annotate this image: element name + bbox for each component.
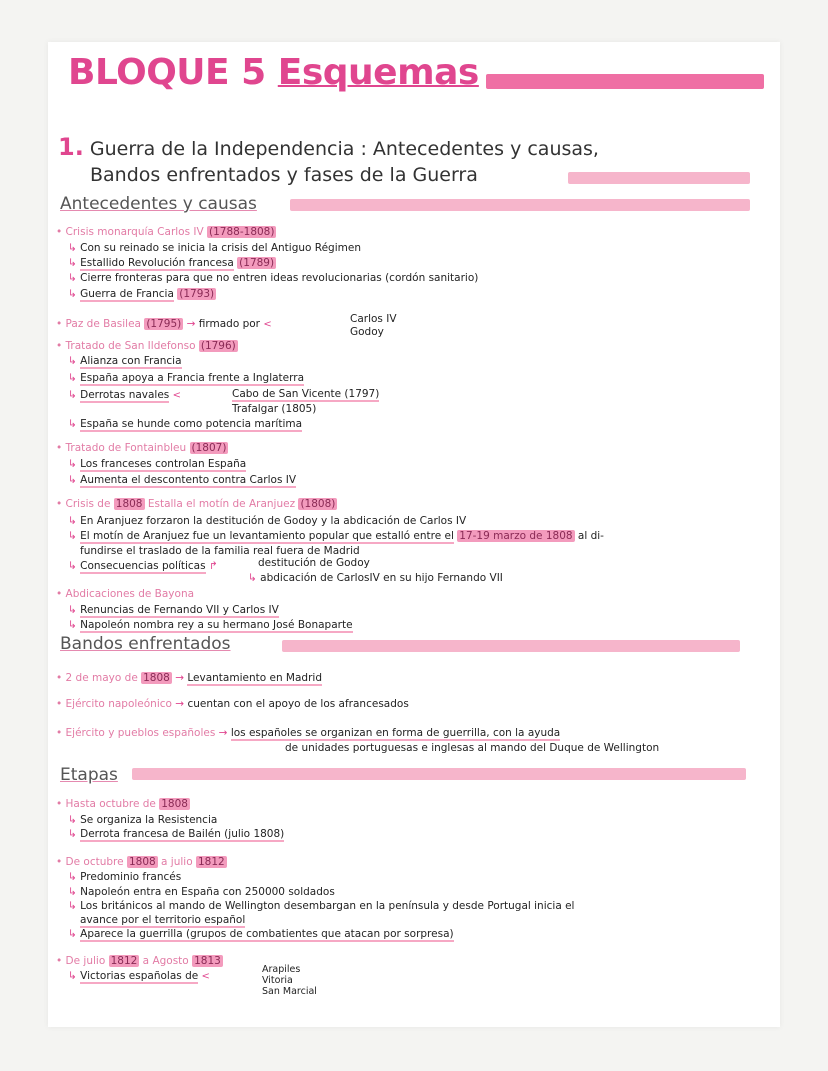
crisis1808-line-1: ↳ En Aranjuez forzaron la destitución de Godoy y la abdicación de Carlos IV [68,515,467,527]
section-etapas-heading: Etapas [60,765,118,785]
etapa3-item-1: ↳ Victorias españolas de < [68,970,210,982]
battle-2: Trafalgar (1805) [232,403,317,415]
crisis-item-3: ↳ Cierre fronteras para que no entren ideas revolucionarias (cordón sanitario) [68,272,479,284]
bayona-item-1: ↳ Renuncias de Fernando VII y Carlos IV [68,604,279,616]
basilea-signer-1: Carlos IV [350,313,397,325]
crisis1808-line-2: ↳ El motín de Aranjuez fue un levantamiento popular que estalló entre el 17-19 marzo de 1808 al di- [68,530,604,542]
crisis1808-line-3: fundirse el traslado de la familia real fuera de Madrid [80,545,360,557]
bando-3: • Ejército y pueblos españoles → los españoles se organizan en forma de guerrilla, con la ayuda [56,727,561,739]
crisis-item-4: ↳ Guerra de Francia (1793) [68,288,215,300]
topic-line-2 [90,164,478,186]
ildefonso-item-4: ↳ España se hunde como potencia marítima [68,418,303,430]
bando-2: • Ejército napoleónico → cuentan con el apoyo de los afrancesados [56,698,409,710]
victoria-3: San Marcial [262,986,317,997]
section-bandos-bar [282,640,740,652]
victoria-1: Arapiles [262,964,301,975]
crisis-item-1: ↳ Con su reinado se inicia la crisis del Antiguo Régimen [68,242,361,254]
crisis-1808: • Crisis de 1808 Estalla el motín de Aranjuez (1808) [56,498,336,510]
etapa1-item-1: ↳ Se organiza la Resistencia [68,814,218,826]
page-title [68,52,479,93]
bayona-item-2: ↳ Napoleón nombra rey a su hermano José Bonaparte [68,619,353,631]
etapa2-item-4: ↳ Aparece la guerrilla (grupos de combatientes que atacan por sorpresa) [68,928,454,940]
topic-title-1: Guerra de la Independencia : Antecedentes y causas, [89,138,599,160]
crisis-item-2: ↳ Estallido Revolución francesa (1789) [68,257,275,269]
basilea-signer-2: Godoy [350,326,384,338]
fontainbleu-item-1: ↳ Los franceses controlan España [68,458,247,470]
abdicaciones-bayona: • Abdicaciones de Bayona [56,588,195,600]
topic-number: 1. [58,133,84,161]
tratado-ildefonso: • Tratado de San Ildefonso (1796) [56,340,236,352]
topic-highlight-bar [568,172,750,184]
fontainbleu-item-2: ↳ Aumenta el descontento contra Carlos IV [68,474,297,486]
etapa2-item-1: ↳ Predominio francés [68,871,182,883]
victoria-2: Vitoria [262,975,293,986]
paz-basilea: • Paz de Basilea (1795) → firmado por < [56,318,272,330]
consecuencia-2: ↳ abdicación de CarlosIV en su hijo Fernando VII [248,572,503,584]
topic-line-1 [58,133,599,161]
etapa2-item-3: ↳ Los británicos al mando de Wellington desembargan en la península y desde Portugal inicia el [68,900,575,912]
section-antecedentes-bar [290,199,750,211]
etapa-3: • De julio 1812 a Agosto 1813 [56,955,221,967]
etapa2-item-3b: avance por el territorio español [80,914,246,926]
title-highlight-bar [486,74,764,89]
crisis1808-consecuencias: ↳ Consecuencias políticas ↱ [68,560,218,572]
section-bandos-heading: Bandos enfrentados [60,634,231,654]
ildefonso-item-1: ↳ Alianza con Francia [68,355,182,367]
title-bloque: BLOQUE 5 [68,52,266,93]
tratado-fontainbleu: • Tratado de Fontainbleu (1807) [56,442,227,454]
ildefonso-item-2: ↳ España apoya a Francia frente a Inglaterra [68,372,305,384]
etapa2-item-2: ↳ Napoleón entra en España con 250000 soldados [68,886,335,898]
battle-1: Cabo de San Vicente (1797) [232,388,380,400]
etapa1-item-2: ↳ Derrota francesa de Bailén (julio 1808) [68,828,285,840]
title-esquemas: Esquemas [277,52,479,93]
topic-title-2: Bandos enfrentados y fases de la Guerra [90,164,478,186]
bando-3-line-2: de unidades portuguesas e inglesas al mando del Duque de Wellington [285,742,660,754]
bando-1: • 2 de mayo de 1808 → Levantamiento en Madrid [56,672,322,684]
section-etapas-bar [132,768,746,780]
consecuencia-1: destitución de Godoy [258,557,370,569]
etapa-2: • De octubre 1808 a julio 1812 [56,856,225,868]
crisis-monarquia: • Crisis monarquía Carlos IV (1788-1808) [56,226,275,238]
etapa-1: • Hasta octubre de 1808 [56,798,188,810]
ildefonso-item-3: ↳ Derrotas navales < [68,389,182,401]
section-antecedentes-heading: Antecedentes y causas [60,194,257,214]
